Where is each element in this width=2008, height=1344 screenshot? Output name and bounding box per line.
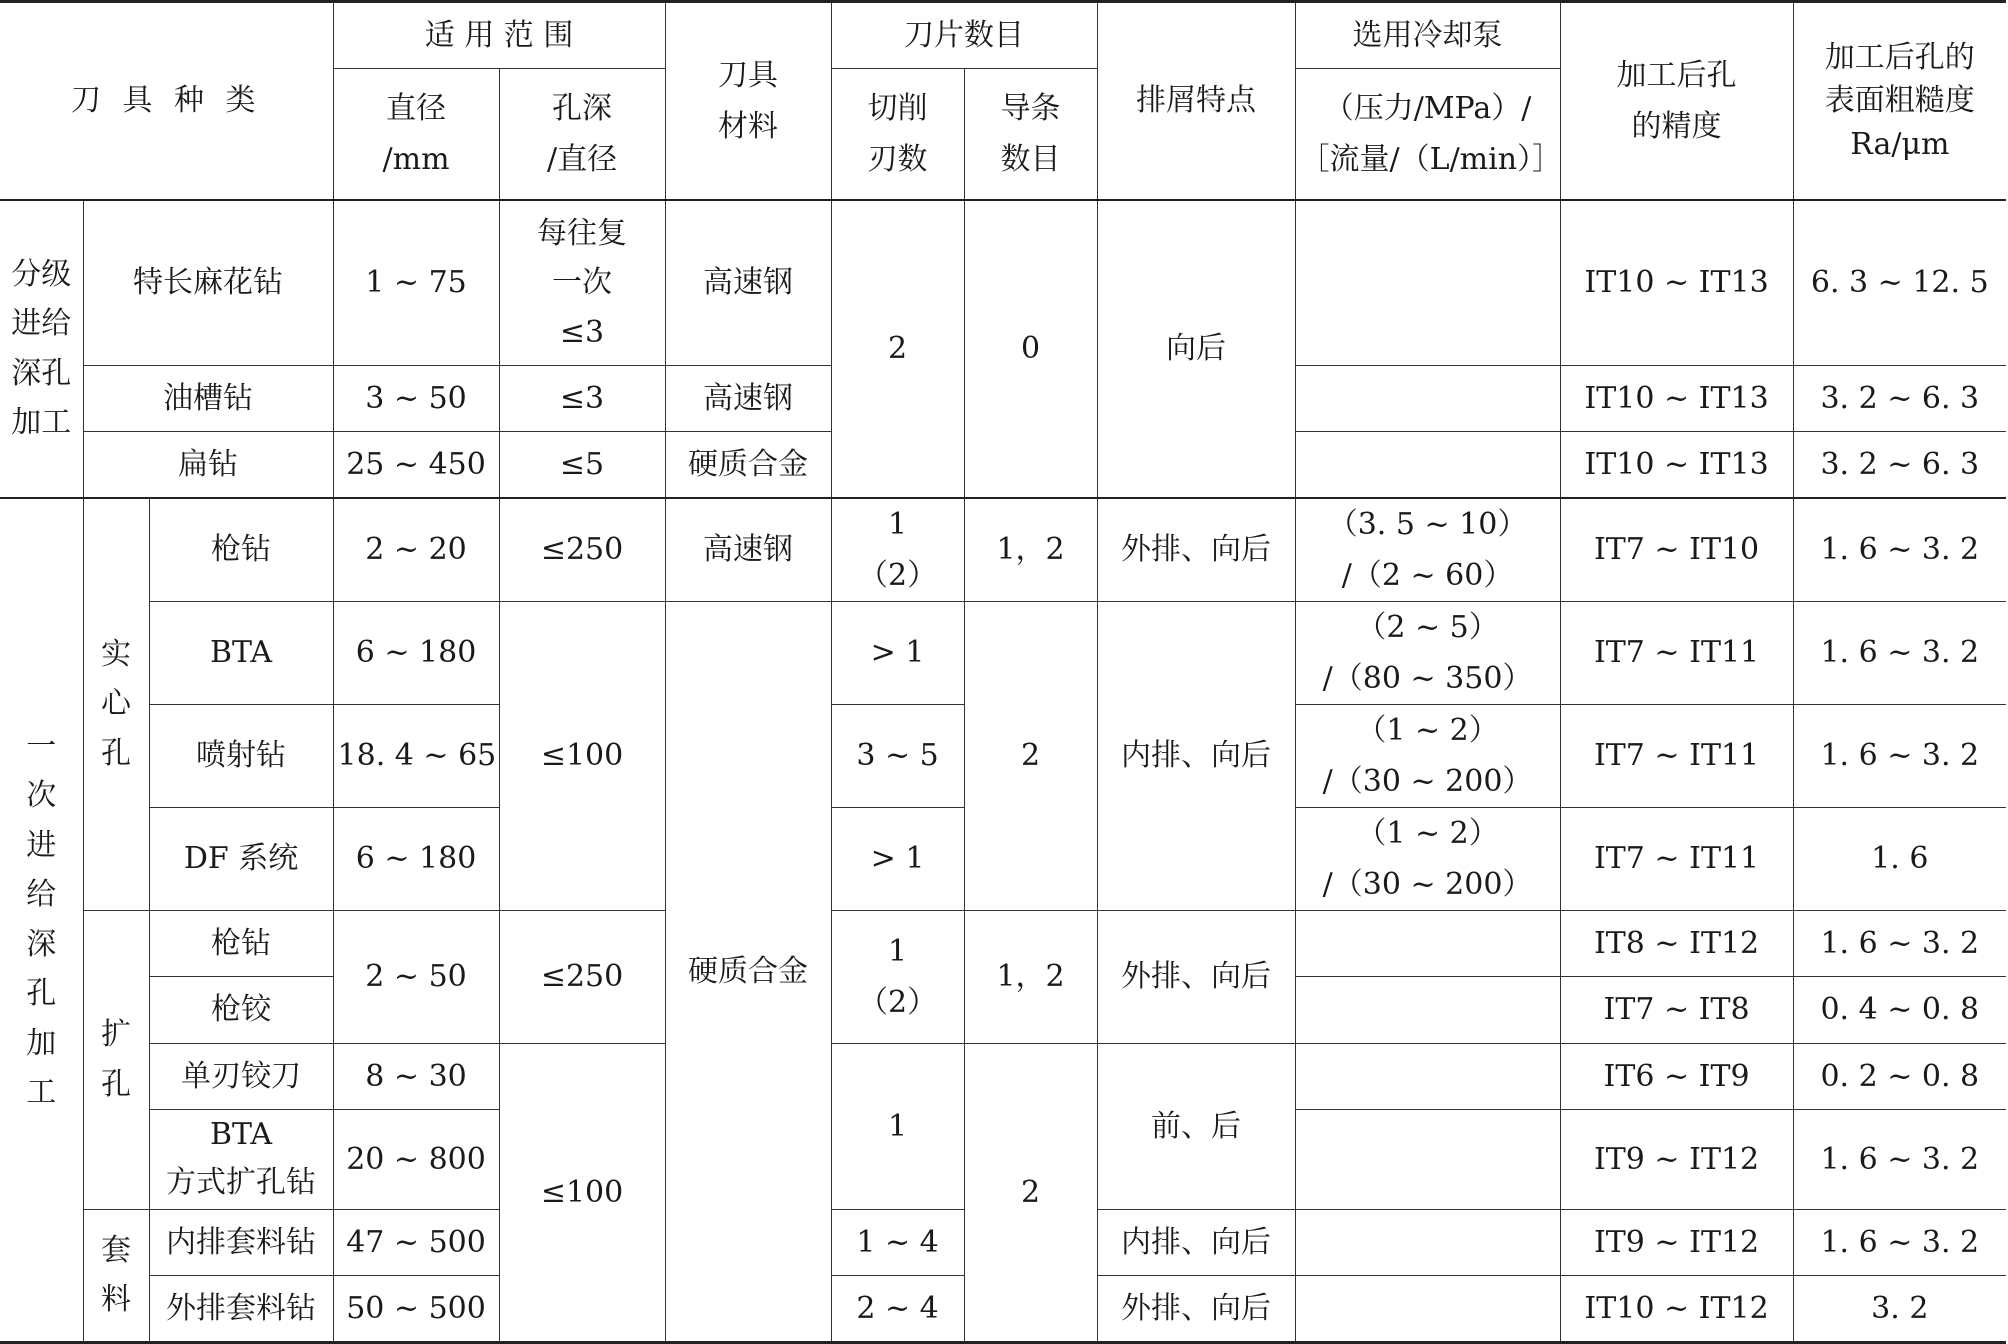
tool-name: 喷射钻 [149,704,333,807]
chip-removal-cell: 向后 [1097,200,1295,498]
coolant-cell: （1 ~ 2） /（30 ~ 200） [1295,704,1560,807]
material-cell: 硬质合金 [665,601,831,1342]
header-material: 刀具 材料 [665,2,831,200]
coolant-cell [1295,1275,1560,1342]
roughness-cell: 1. 6 ~ 3. 2 [1793,601,2006,704]
chip-removal-cell: 外排、向后 [1097,910,1295,1043]
header-chip-removal: 排屑特点 [1097,2,1295,200]
tool-name: 单刃铰刀 [149,1043,333,1109]
depth-cell: ≤5 [499,432,665,498]
diameter-cell: 6 ~ 180 [333,807,499,910]
accuracy-cell: IT7 ~ IT8 [1560,976,1793,1043]
diameter-cell: 50 ~ 500 [333,1275,499,1342]
tool-name: 枪钻 [149,910,333,976]
coolant-cell [1295,1209,1560,1275]
diameter-cell: 2 ~ 20 [333,498,499,602]
accuracy-cell: IT9 ~ IT12 [1560,1109,1793,1209]
guide-strips-cell: 2 [964,1043,1097,1342]
roughness-cell: 1. 6 ~ 3. 2 [1793,498,2006,602]
header-blade-count: 刀片数目 [831,2,1097,69]
diameter-cell: 2 ~ 50 [333,910,499,1043]
table-row [0,910,2006,976]
depth-cell: ≤100 [499,601,665,910]
chip-removal-cell: 外排、向后 [1097,1275,1295,1342]
guide-strips-cell: 0 [964,200,1097,498]
diameter-cell: 3 ~ 50 [333,366,499,432]
diameter-cell: 8 ~ 30 [333,1043,499,1109]
header-roughness: 加工后孔的 表面粗糙度 Ra/μm [1793,2,2006,200]
cutting-edges-cell: 3 ~ 5 [831,704,964,807]
table-row [0,200,2006,366]
header-guide-strips: 导条 数目 [964,69,1097,200]
coolant-cell [1295,1109,1560,1209]
depth-cell: ≤250 [499,498,665,602]
guide-strips-cell: 1，2 [964,910,1097,1043]
accuracy-cell: IT10 ~ IT13 [1560,432,1793,498]
group-single-pass: 一 次 进 给 深 孔 加 工 [0,498,83,1343]
group-solid: 实 心 孔 [83,498,149,911]
coolant-cell [1295,1043,1560,1109]
header-coolant-pump: 选用冷却泵 [1295,2,1560,69]
cutting-edges-cell: 1 [831,1043,964,1209]
header-cutting-edges: 切削 刃数 [831,69,964,200]
roughness-cell: 6. 3 ~ 12. 5 [1793,200,2006,366]
tool-name: 扁钻 [83,432,333,498]
guide-strips-cell: 2 [964,601,1097,910]
cutting-edges-cell: 2 ~ 4 [831,1275,964,1342]
coolant-cell [1295,432,1560,498]
material-cell: 高速钢 [665,200,831,366]
accuracy-cell: IT9 ~ IT12 [1560,1209,1793,1275]
header-depth-ratio: 孔深 /直径 [499,69,665,200]
accuracy-cell: IT10 ~ IT12 [1560,1275,1793,1342]
table-row [0,1043,2006,1109]
diameter-cell: 25 ~ 450 [333,432,499,498]
material-cell: 高速钢 [665,498,831,602]
table-row [0,498,2006,602]
accuracy-cell: IT7 ~ IT11 [1560,704,1793,807]
chip-removal-cell: 内排、向后 [1097,1209,1295,1275]
roughness-cell: 1. 6 ~ 3. 2 [1793,1109,2006,1209]
tool-name: 特长麻花钻 [83,200,333,366]
depth-cell: ≤100 [499,1043,665,1342]
chip-removal-cell: 外排、向后 [1097,498,1295,602]
group-staged: 分级 进给 深孔 加工 [0,200,83,498]
accuracy-cell: IT8 ~ IT12 [1560,910,1793,976]
accuracy-cell: IT10 ~ IT13 [1560,200,1793,366]
group-enlarge: 扩 孔 [83,910,149,1209]
roughness-cell: 1. 6 [1793,807,2006,910]
coolant-cell [1295,976,1560,1043]
roughness-cell: 1. 6 ~ 3. 2 [1793,910,2006,976]
header-tool-type: 刀 具 种 类 [0,2,333,200]
coolant-cell: （2 ~ 5） /（80 ~ 350） [1295,601,1560,704]
coolant-cell: （3. 5 ~ 10） /（2 ~ 60） [1295,498,1560,602]
cutting-edges-cell: > 1 [831,601,964,704]
roughness-cell: 1. 6 ~ 3. 2 [1793,1209,2006,1275]
roughness-cell: 3. 2 ~ 6. 3 [1793,366,2006,432]
roughness-cell: 3. 2 ~ 6. 3 [1793,432,2006,498]
guide-strips-cell: 1，2 [964,498,1097,602]
depth-cell: 每往复 一次 ≤3 [499,200,665,366]
accuracy-cell: IT10 ~ IT13 [1560,366,1793,432]
tool-name: 外排套料钻 [149,1275,333,1342]
roughness-cell: 1. 6 ~ 3. 2 [1793,704,2006,807]
tool-name: BTA 方式扩孔钻 [149,1109,333,1209]
material-cell: 硬质合金 [665,432,831,498]
coolant-cell [1295,366,1560,432]
diameter-cell: 6 ~ 180 [333,601,499,704]
coolant-cell [1295,200,1560,366]
chip-removal-cell: 内排、向后 [1097,601,1295,910]
material-cell: 高速钢 [665,366,831,432]
table-row [0,601,2006,704]
header-accuracy: 加工后孔 的精度 [1560,2,1793,200]
cutting-edges-cell: > 1 [831,807,964,910]
accuracy-cell: IT7 ~ IT11 [1560,807,1793,910]
diameter-cell: 47 ~ 500 [333,1209,499,1275]
header-row-1 [0,2,2006,69]
coolant-cell: （1 ~ 2） /（30 ~ 200） [1295,807,1560,910]
tool-name: 油槽钻 [83,366,333,432]
group-trepan: 套 料 [83,1209,149,1342]
accuracy-cell: IT7 ~ IT11 [1560,601,1793,704]
tool-name: 枪铰 [149,976,333,1043]
tool-name: BTA [149,601,333,704]
tool-name: DF 系统 [149,807,333,910]
header-diameter: 直径 /mm [333,69,499,200]
diameter-cell: 1 ~ 75 [333,200,499,366]
chip-removal-cell: 前、后 [1097,1043,1295,1209]
accuracy-cell: IT7 ~ IT10 [1560,498,1793,602]
roughness-cell: 0. 2 ~ 0. 8 [1793,1043,2006,1109]
depth-cell: ≤250 [499,910,665,1043]
cutting-edges-cell: 1 （2） [831,910,964,1043]
cutting-edges-cell: 1 ~ 4 [831,1209,964,1275]
tool-name: 枪钻 [149,498,333,602]
roughness-cell: 3. 2 [1793,1275,2006,1342]
roughness-cell: 0. 4 ~ 0. 8 [1793,976,2006,1043]
tool-name: 内排套料钻 [149,1209,333,1275]
diameter-cell: 20 ~ 800 [333,1109,499,1209]
cutting-edges-cell: 2 [831,200,964,498]
cutting-edges-cell: 1 （2） [831,498,964,602]
header-range: 适 用 范 围 [333,2,665,69]
header-coolant-spec: （压力/MPa）/ ［流量/（L/min）］ [1295,69,1560,200]
depth-cell: ≤3 [499,366,665,432]
diameter-cell: 18. 4 ~ 65 [333,704,499,807]
accuracy-cell: IT6 ~ IT9 [1560,1043,1793,1109]
coolant-cell [1295,910,1560,976]
